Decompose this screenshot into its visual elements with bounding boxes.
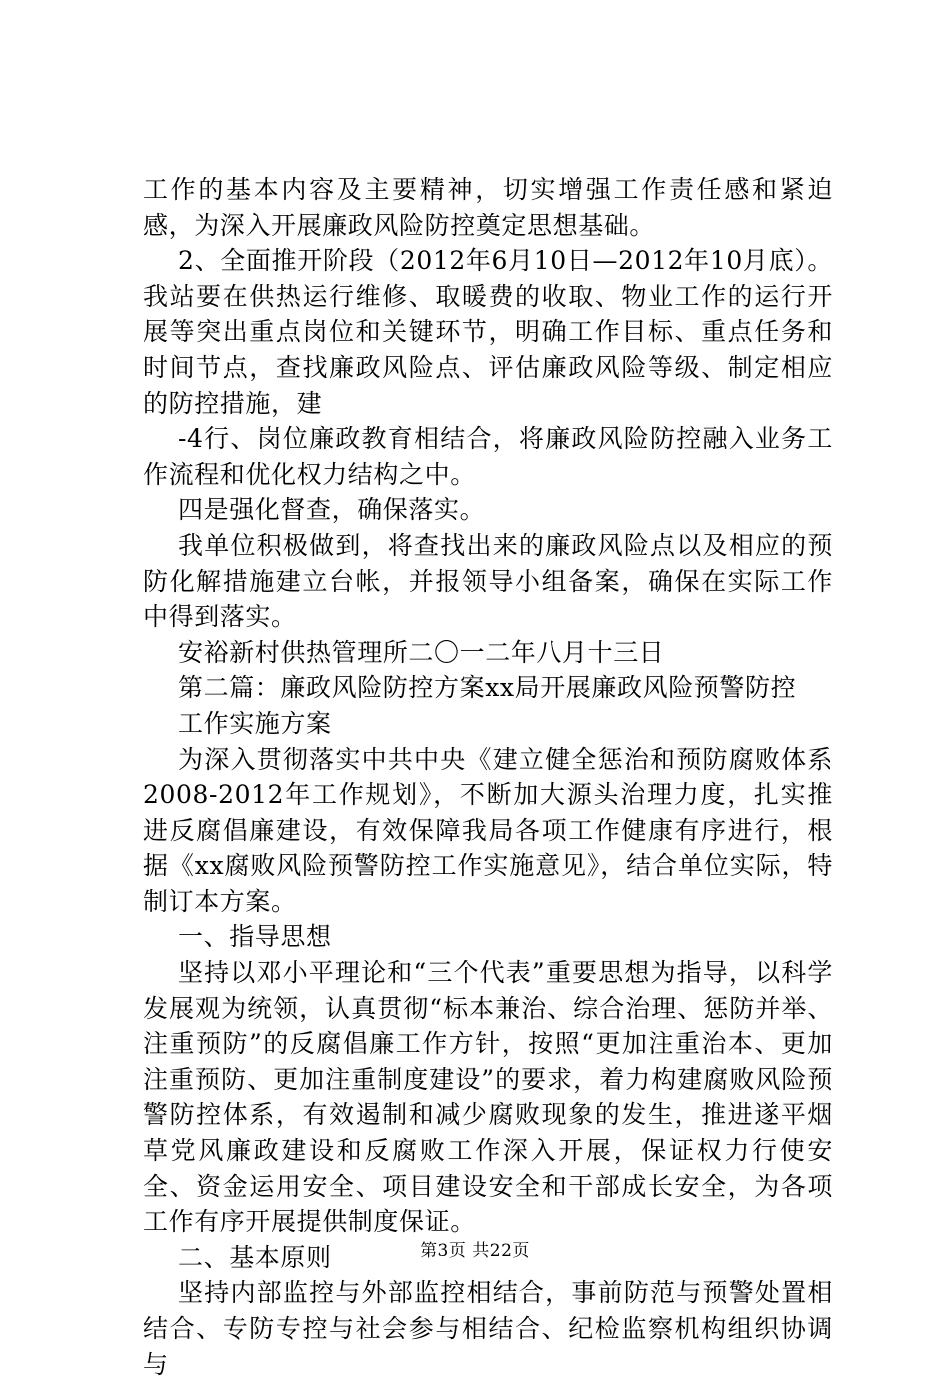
paragraph-10: 一、指导思想 [178,922,332,952]
document-body [143,172,833,1382]
paragraph-4: 四是强化督查，确保落实。 [178,495,486,525]
paragraph-9: 为深入贯彻落实中共中央《建立健全惩治和预防腐败体系2008-2012年工作规划》，不断加大源头治理力度，扎实推进反腐倡廉建设，有效保障我局各项工作健康有序进行，根据《xx腐败风险预警防控工作实施意见》，结合单位实际，特制订本方案。 [143,744,833,916]
paragraph-5: 我单位积极做到，将查找出来的廉政风险点以及相应的预防化解措施建立台帐，并报领导小组备案，确保在实际工作中得到落实。 [143,530,833,632]
paragraph-7: 第二篇：廉政风险防控方案xx局开展廉政风险预警防控 [178,673,797,703]
paragraph-3: -4行、岗位廉政教育相结合，将廉政风险防控融入业务工作流程和优化权力结构之中。 [143,424,833,489]
paragraph-6: 安裕新村供热管理所二〇一二年八月十三日 [178,637,665,667]
paragraph-2: 2、全面推开阶段（2012年6月10日—2012年10月底）。我站要在供热运行维修、取暖费的收取、物业工作的运行开展等突出重点岗位和关键环节，明确工作目标、重点任务和时间节点，查找廉政风险点、评估廉政风险等级、制定相应的防控措施，建 [143,246,833,418]
page-number-label: 第3页 共22页 [420,1241,530,1261]
page-footer [0,1240,950,1262]
paragraph-1: 工作的基本内容及主要精神，切实增强工作责任感和紧迫感，为深入开展廉政风险防控奠定思想基础。 [143,175,833,240]
paragraph-11: 坚持以邓小平理论和“三个代表”重要思想为指导，以科学发展观为统领，认真贯彻“标本兼治、综合治理、惩防并举、注重预防”的反腐倡廉工作方针，按照“更加注重治本、更加注重预防、更加注重制度建设”的要求，着力构建腐败风险预警防控体系，有效遏制和减少腐败现象的发生，推进遂平烟草党风廉政建设和反腐败工作深入开展，保证权力行使安全、资金运用安全、项目建设安全和干部成长安全，为各项工作有序开展提供制度保证。 [143,958,833,1237]
paragraph-12: 二、基本原则 [178,1242,332,1272]
paragraph-8: 工作实施方案 [178,708,332,738]
paragraph-13: 坚持内部监控与外部监控相结合，事前防范与预警处置相结合、专防专控与社会参与相结合、纪检监察机构组织协调与 [143,1278,833,1379]
